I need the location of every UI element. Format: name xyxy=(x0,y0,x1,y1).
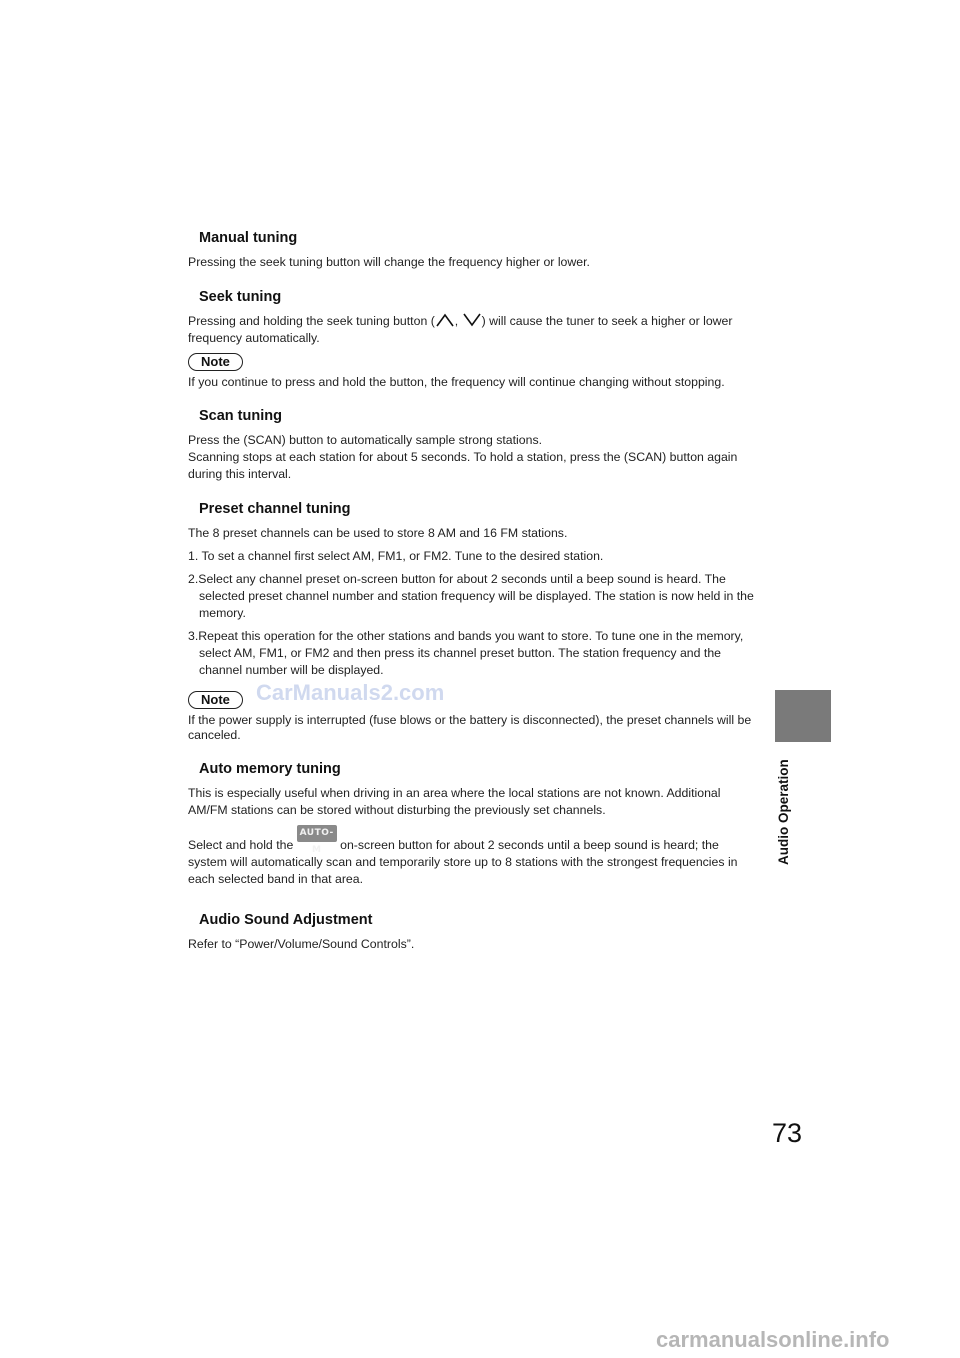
section-heading: Audio Sound Adjustment xyxy=(199,912,373,928)
chevron-up-icon xyxy=(435,313,455,327)
section-preset-tuning xyxy=(188,501,758,743)
step-item: 2.Select any channel preset on-screen button for about 2 seconds until a beep sound is heard. The selected preset channel number and station frequency will be displayed. The station is now held in the memory. xyxy=(188,572,754,620)
paragraph xyxy=(188,313,758,347)
auto-text-before: Select and hold the xyxy=(188,838,297,852)
section-heading: Seek tuning xyxy=(199,289,282,305)
seek-text-sep: , xyxy=(454,314,462,328)
section-audio-sound xyxy=(188,912,758,953)
note-text: If the power supply is interrupted (fuse blows or the battery is disconnected), the preset channels will be canceled. xyxy=(188,713,752,742)
section-heading: Manual tuning xyxy=(199,230,298,246)
note-badge: Note xyxy=(188,353,243,371)
paragraph: Press the (SCAN) button to automatically sample strong stations. xyxy=(188,433,543,447)
step-item: 3.Repeat this operation for the other stations and bands you want to store. To tune one in the memory, select AM, FM1, or FM2 and then press its channel preset button. The station frequency and the channel number will be displayed. xyxy=(188,629,744,677)
note-text: If you continue to press and hold the button, the frequency will continue changing without stopping. xyxy=(188,375,725,389)
note-badge: Note xyxy=(188,691,243,709)
paragraph: This is especially useful when driving in an area where the local stations are not known. Additional AM/FM stations can be stored without disturbing the previously set channels. xyxy=(188,786,721,817)
section-manual-tuning xyxy=(188,230,758,271)
section-heading: Preset channel tuning xyxy=(199,501,351,517)
section-auto-memory xyxy=(188,761,758,888)
footer-watermark: carmanualsonline.info xyxy=(656,1327,890,1352)
section-heading: Auto memory tuning xyxy=(199,761,341,777)
paragraph: The 8 preset channels can be used to store 8 AM and 16 FM stations. xyxy=(188,526,568,540)
chapter-tab xyxy=(775,690,831,742)
auto-text-after: on-screen button for about 2 seconds until a beep sound is heard; the system will automatically scan and temporarily store up to 8 stations with the strongest frequencies in each selected band in that area. xyxy=(188,838,738,886)
section-scan-tuning xyxy=(188,408,758,483)
paragraph: Pressing the seek tuning button will change the frequency higher or lower. xyxy=(188,255,590,269)
auto-memory-button-icon: AUTO-M xyxy=(297,825,337,842)
section-heading: Scan tuning xyxy=(199,408,282,424)
page-content xyxy=(188,230,758,971)
chapter-side-label: Audio Operation xyxy=(776,759,791,865)
watermark: CarManuals2.com xyxy=(256,680,445,705)
chevron-down-icon xyxy=(462,313,482,327)
page-number: 73 xyxy=(772,1118,803,1148)
seek-text-before: Pressing and holding the seek tuning button ( xyxy=(188,314,435,328)
step-item: 1. To set a channel first select AM, FM1, or FM2. Tune to the desired station. xyxy=(188,549,604,563)
section-seek-tuning xyxy=(188,289,758,390)
seek-text-after: ) will cause the tuner to seek a higher or lower frequency automatically. xyxy=(188,314,733,345)
paragraph: Refer to “Power/Volume/Sound Controls”. xyxy=(188,937,415,951)
paragraph xyxy=(188,825,758,888)
paragraph: Scanning stops at each station for about 5 seconds. To hold a station, press the (SCAN) button again during this interval. xyxy=(188,450,738,481)
